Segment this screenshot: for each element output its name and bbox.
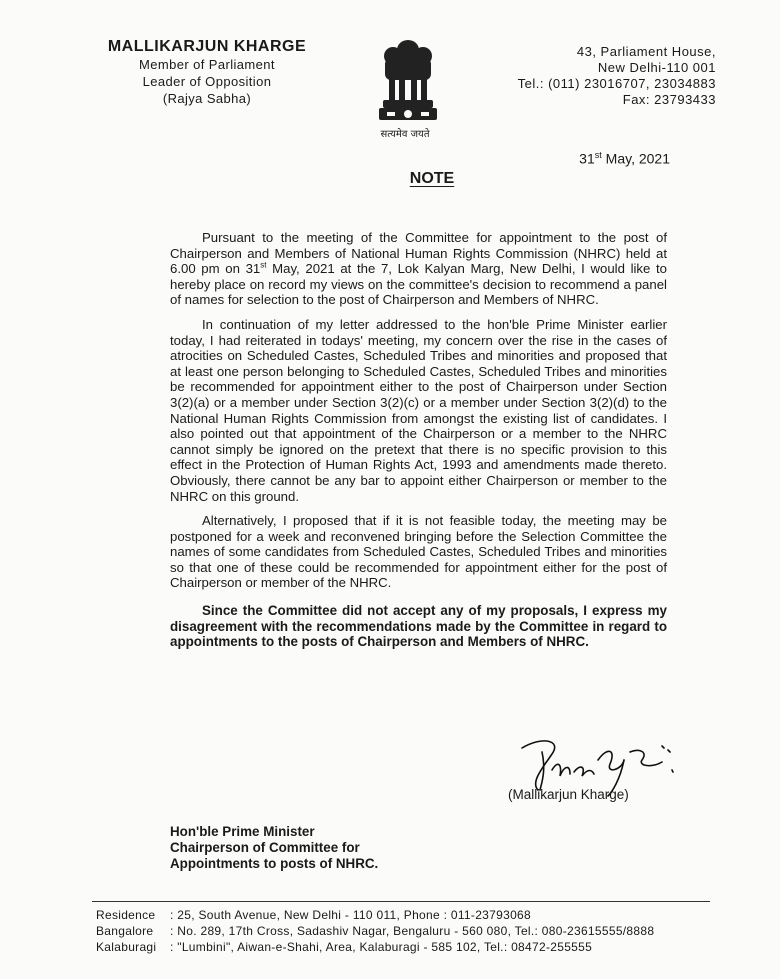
sender-name: MALLIKARJUN KHARGE — [107, 38, 307, 55]
address-line-1: 43, Parliament House, — [576, 44, 716, 59]
paragraph-1-sup: st — [260, 260, 267, 270]
footer-label: Kalaburagi — [96, 940, 157, 954]
addressee-line-3: Appointments to posts of NHRC. — [170, 856, 379, 871]
addressee-line-2: Chairperson of Committee for — [170, 840, 360, 855]
footer-text: : 25, South Avenue, New Delhi - 110 011, Phone : 011-23793068 — [170, 908, 531, 922]
footer-addresses — [96, 907, 726, 955]
addressee-line-1: Hon'ble Prime Minister — [170, 824, 315, 839]
national-emblem-icon — [373, 30, 443, 140]
footer-label: Bangalore — [96, 924, 154, 938]
footer-text: : No. 289, 17th Cross, Sadashiv Nagar, Bengaluru - 560 080, Tel.: 080-23615555/8888 — [170, 924, 655, 938]
paragraph-1-part-b: May, 2021 at the 7, Lok Kalyan Marg, New Delhi, I would like to hereby place on record my views on the committee's decision to recommend a panel of names for selection to the post of Chairperson and Members of NHRC. — [170, 261, 667, 308]
letter-date — [560, 150, 670, 167]
paragraph-2: In continuation of my letter addressed to the hon'ble Prime Minister earlier today, I had reiterated in todays' meeting, my concern over the rise in the cases of atrocities on Scheduled Castes, Scheduled Tribes and minorities and proposed that at least one person belonging to Scheduled Castes, Scheduled Tribes and minorities be recommended for appointment either to the post of Chairperson under Section 3(2)(a) or a member under Section 3(2)(c) or a member under Section 3(2)(d) to the National Human Rights Commission from amongst the existing list of candidates. I also pointed out that appointment of the Chairperson or a member to the NHRC cannot simply be ignored on the pretext that there is no specific provision to this effect in the Protection of Human Rights Act, 1993 and amendments made thereto. Obviously, there cannot be any bar to appoint either Chairperson or member to the NHRC on this ground. — [170, 316, 667, 504]
footer-row-residence — [96, 907, 726, 923]
signatory-name: (Mallikarjun Kharge) — [508, 787, 629, 802]
emblem-motto: सत्यमेव जयते — [380, 129, 430, 140]
fax: Fax: 23793433 — [622, 92, 716, 107]
letterhead-right — [470, 44, 716, 108]
date-suffix: st — [594, 150, 602, 160]
footer-label: Residence — [96, 908, 156, 922]
letter-body — [170, 230, 667, 659]
sender-title-2: Leader of Opposition — [142, 74, 272, 89]
date-day: 31 — [579, 150, 595, 167]
date-rest: May, 2021 — [601, 150, 670, 167]
letterhead-left — [92, 38, 322, 107]
paragraph-3: Alternatively, I proposed that if it is not feasible today, the meeting may be postponed for a week and reconvened bringing before the Selection Committee the names of some candidates from Scheduled Castes, Scheduled Tribes and minorities so that one of these could be recommended for appointment either for the post of Chairperson or member of the NHRC. — [170, 513, 667, 591]
footer-divider — [92, 901, 710, 902]
footer-row-bangalore — [96, 923, 726, 939]
footer-row-kalaburagi — [96, 939, 726, 955]
address-line-2: New Delhi-110 001 — [597, 60, 716, 75]
telephone: Tel.: (011) 23016707, 23034883 — [517, 76, 716, 91]
paragraph-4: Since the Committee did not accept any of my proposals, I express my disagreement with the recommendations made by the Committee in regard to appointments to the posts of Chairperson and Members of NHRC. — [170, 603, 667, 650]
sender-title-3: (Rajya Sabha) — [162, 91, 252, 106]
paragraph-1 — [170, 230, 667, 308]
addressee-block — [170, 824, 470, 872]
document-title: NOTE — [409, 170, 455, 187]
sender-title-1: Member of Parliament — [139, 57, 275, 72]
paragraph-1-part-a: Pursuant to the meeting of the Committee for appointment to the post of Chairperson and Members of National Human Rights Commission (NHRC) held at 6.00 pm on 31 — [170, 230, 667, 277]
footer-text: : "Lumbini", Aiwan-e-Shahi, Area, Kalaburagi - 585 102, Tel.: 08472-255555 — [170, 940, 593, 954]
